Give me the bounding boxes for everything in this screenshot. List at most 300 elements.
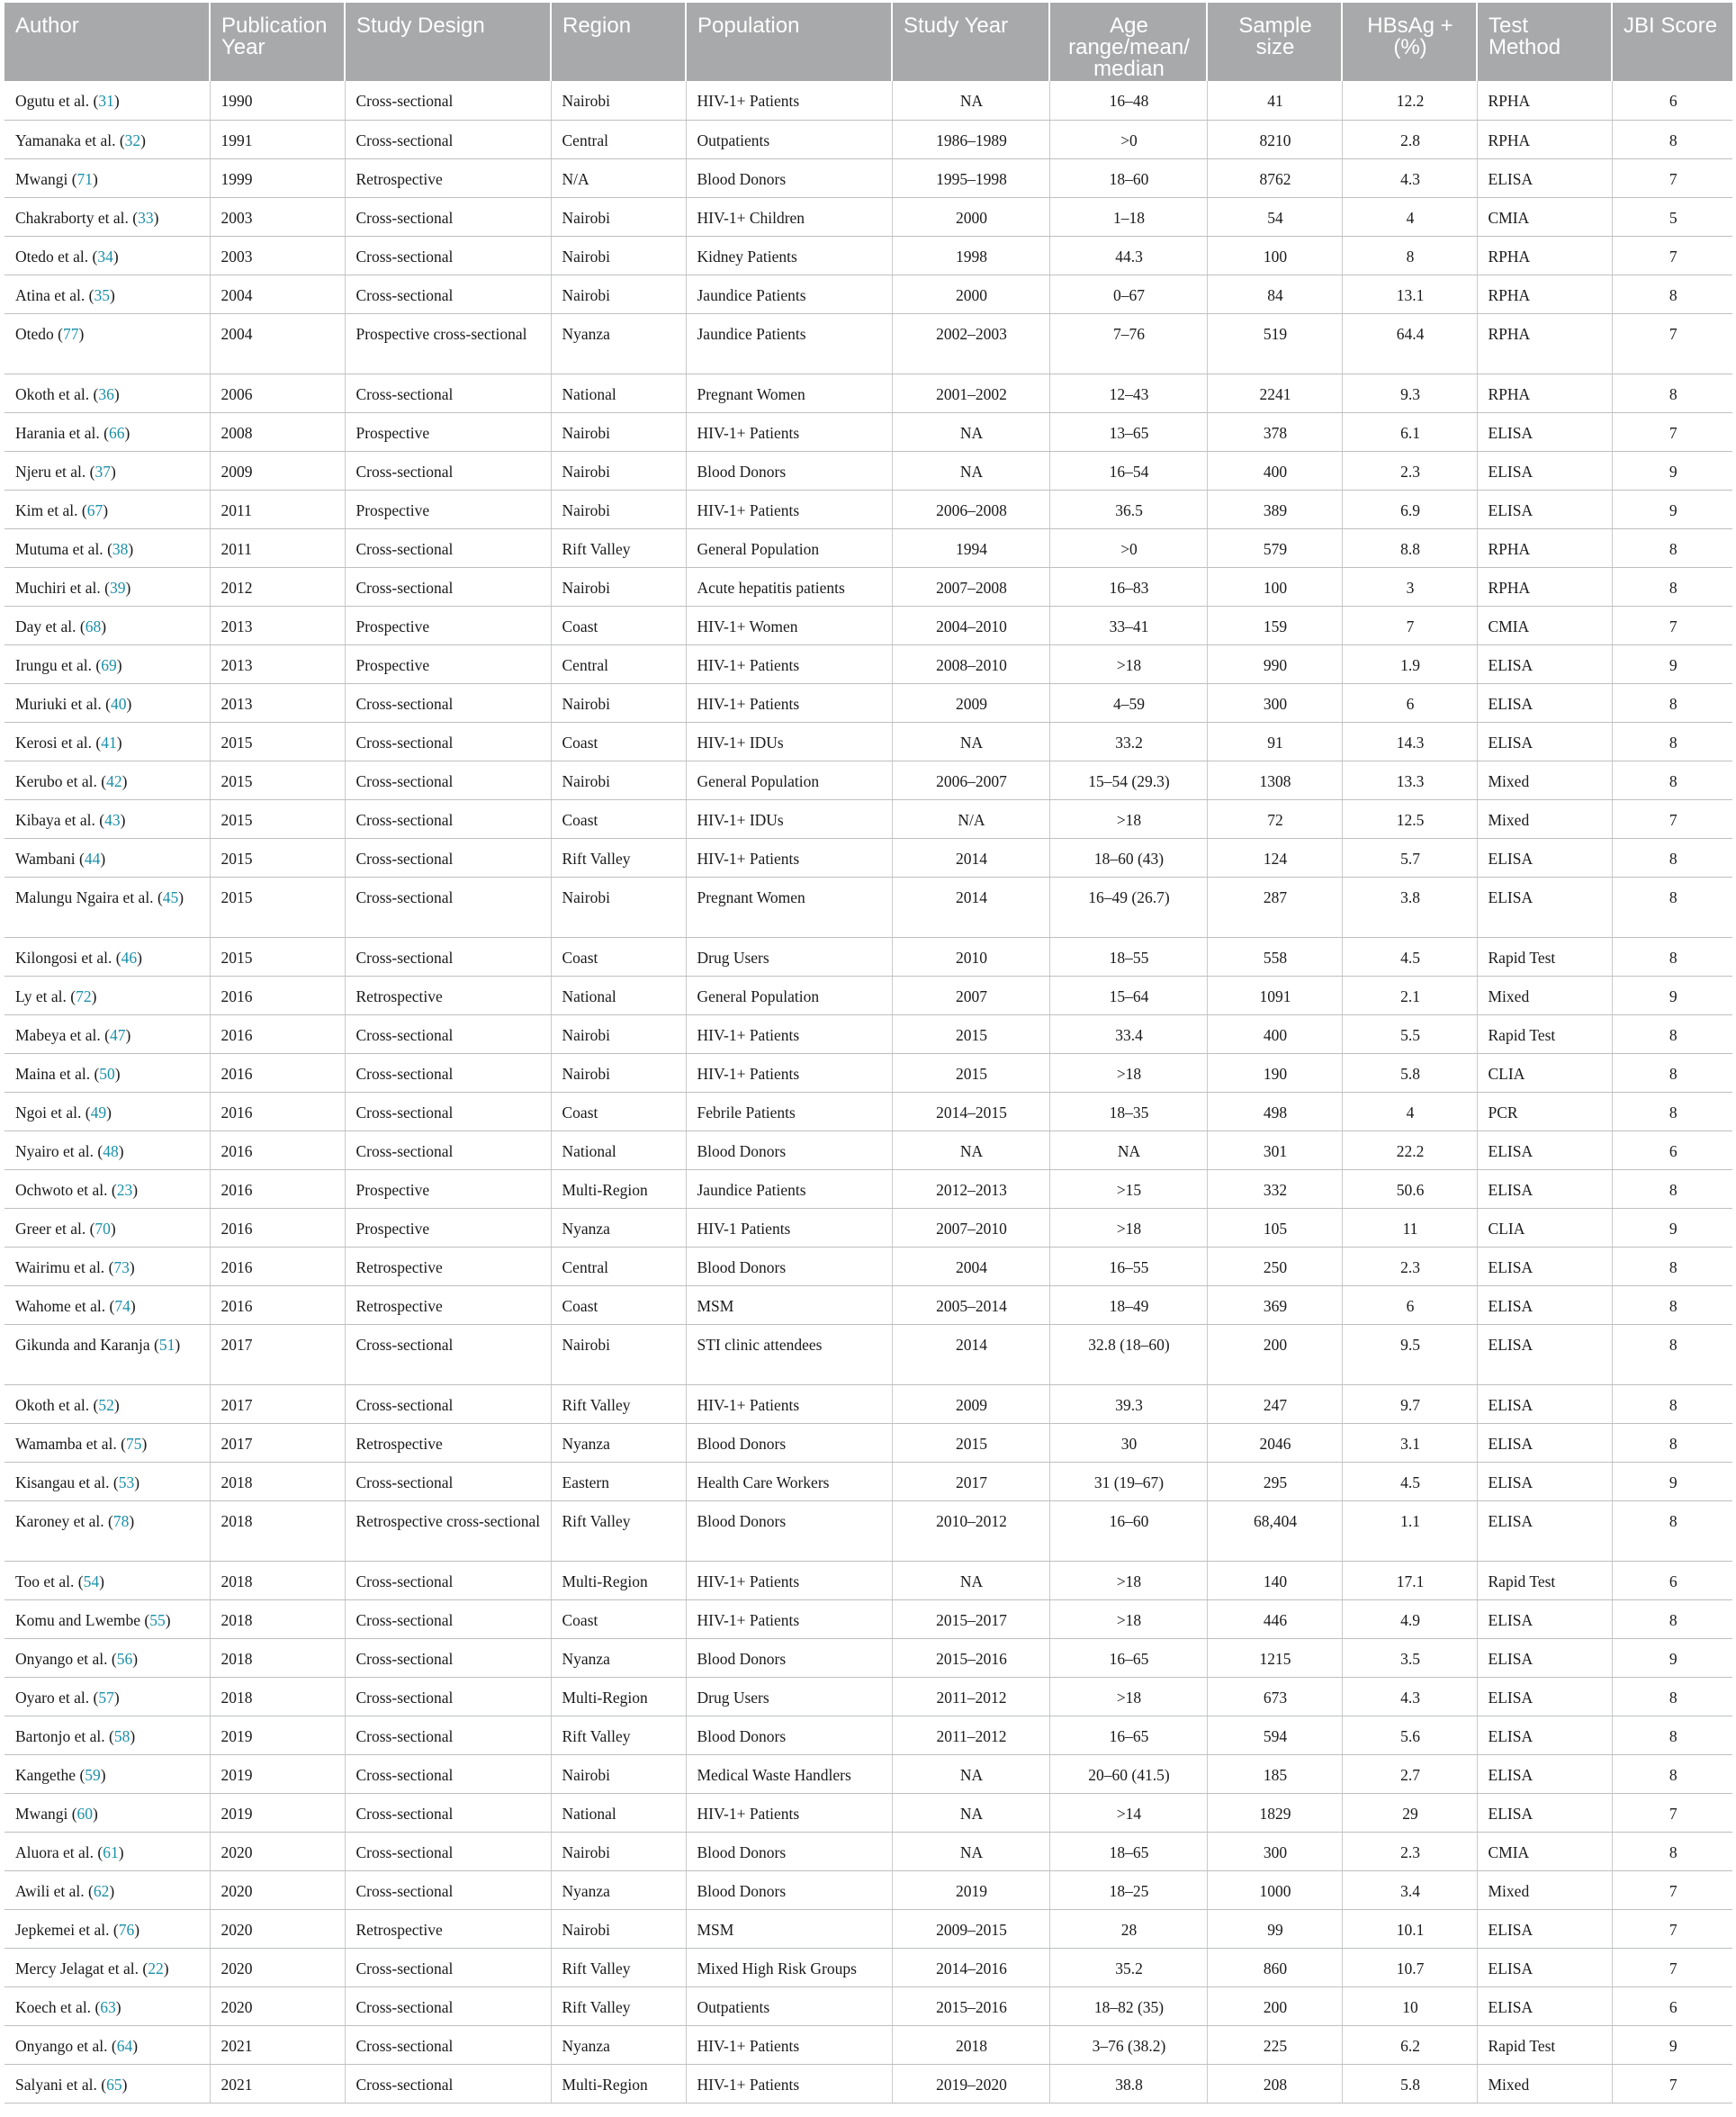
reference-link[interactable]: 31 [98, 92, 114, 110]
cell-publication-year: 2021 [210, 2064, 345, 2103]
cell-test-method: Rapid Test [1477, 937, 1612, 976]
cell-study-year: NA [892, 1561, 1049, 1599]
cell-region: Nairobi [551, 1324, 686, 1384]
reference-link[interactable]: 40 [110, 694, 127, 713]
cell-test-method: Rapid Test [1477, 1561, 1612, 1599]
cell-author: Ly et al. (72) [4, 976, 210, 1014]
cell-author: Chakraborty et al. (33) [4, 197, 210, 236]
author-name: Ngoi et al. [15, 1103, 82, 1122]
cell-hbsag: 50.6 [1342, 1169, 1477, 1208]
reference-link[interactable]: 76 [118, 1920, 135, 1939]
cell-publication-year: 2019 [210, 1793, 345, 1832]
cell-author: Kibaya et al. (43) [4, 799, 210, 838]
table-row [4, 412, 1732, 451]
cell-population: Jaundice Patients [686, 1169, 892, 1208]
cell-region: National [551, 976, 686, 1014]
cell-test-method: RPHA [1477, 236, 1612, 275]
cell-test-method: CMIA [1477, 1832, 1612, 1870]
cell-jbi-score: 7 [1612, 236, 1732, 275]
reference-link[interactable]: 49 [90, 1103, 107, 1122]
cell-publication-year: 2015 [210, 722, 345, 761]
cell-author: Jepkemei et al. (76) [4, 1909, 210, 1948]
cell-population: HIV-1+ Patients [686, 1599, 892, 1638]
author-name: Atina et al. [15, 285, 85, 304]
cell-age: 3–76 (38.2) [1049, 2025, 1207, 2064]
author-name: Njeru et al. [15, 462, 86, 481]
cell-test-method: RPHA [1477, 528, 1612, 567]
cell-hbsag: 5.8 [1342, 2064, 1477, 2103]
table-row [4, 1909, 1732, 1948]
cell-age: 18–35 [1049, 1092, 1207, 1131]
cell-region: Nairobi [551, 236, 686, 275]
cell-population: HIV-1+ IDUs [686, 799, 892, 838]
cell-jbi-score: 6 [1612, 1131, 1732, 1169]
cell-age: 4–59 [1049, 683, 1207, 722]
col-publication-year-header: Publication Year [210, 3, 345, 81]
table-row [4, 606, 1732, 644]
cell-region: Nyanza [551, 1638, 686, 1677]
reference-link[interactable]: 61 [103, 1842, 119, 1861]
table-row [4, 937, 1732, 976]
cell-study-design: Cross-sectional [345, 1599, 551, 1638]
reference-link[interactable]: 54 [83, 1572, 100, 1590]
cell-region: Coast [551, 937, 686, 976]
reference-link[interactable]: 75 [125, 1434, 142, 1453]
cell-jbi-score: 8 [1612, 567, 1732, 606]
table-row [4, 1716, 1732, 1754]
cell-hbsag: 2.3 [1342, 1832, 1477, 1870]
cell-sample-size: 2046 [1207, 1423, 1342, 1462]
col-test-method-header: Test Method [1477, 3, 1612, 81]
author-name: Onyango et al. [15, 1649, 108, 1668]
author-name: Kerosi et al. [15, 733, 93, 752]
reference-link[interactable]: 39 [109, 578, 126, 597]
cell-region: Multi-Region [551, 1169, 686, 1208]
cell-region: Nairobi [551, 197, 686, 236]
table-header [4, 3, 1732, 81]
cell-hbsag: 2.3 [1342, 451, 1477, 490]
cell-population: HIV-1+ Patients [686, 838, 892, 877]
cell-sample-size: 1308 [1207, 761, 1342, 799]
reference-link[interactable]: 41 [101, 733, 117, 752]
table-row [4, 1948, 1732, 1986]
cell-population: Blood Donors [686, 1247, 892, 1285]
cell-study-year: 2002–2003 [892, 313, 1049, 374]
reference-link[interactable]: 47 [109, 1025, 126, 1044]
author-name: Kerubo et al. [15, 771, 97, 790]
cell-population: Blood Donors [686, 1870, 892, 1909]
table-row [4, 683, 1732, 722]
cell-study-design: Cross-sectional [345, 451, 551, 490]
cell-test-method: RPHA [1477, 275, 1612, 313]
studies-table [4, 3, 1732, 2103]
author-name: Karoney et al. [15, 1511, 104, 1530]
cell-region: Rift Valley [551, 528, 686, 567]
reference-link[interactable]: 63 [100, 1997, 116, 2016]
cell-sample-size: 378 [1207, 412, 1342, 451]
cell-age: 18–60 [1049, 158, 1207, 197]
cell-population: HIV-1+ Patients [686, 1053, 892, 1092]
col-region-header: Region [551, 3, 686, 81]
reference-link[interactable]: 44 [84, 849, 101, 868]
cell-test-method: ELISA [1477, 1638, 1612, 1677]
author-name: Ogutu et al. [15, 92, 90, 110]
table-row [4, 1423, 1732, 1462]
author-name: Wahome et al. [15, 1296, 106, 1315]
table-row [4, 1324, 1732, 1384]
table-row [4, 1092, 1732, 1131]
table-row [4, 1208, 1732, 1247]
cell-jbi-score: 8 [1612, 1599, 1732, 1638]
cell-hbsag: 8.8 [1342, 528, 1477, 567]
cell-publication-year: 2016 [210, 1169, 345, 1208]
cell-sample-size: 190 [1207, 1053, 1342, 1092]
cell-region: Nyanza [551, 1423, 686, 1462]
reference-link[interactable]: 36 [98, 384, 114, 403]
reference-link[interactable]: 67 [86, 500, 103, 519]
cell-study-year: 2017 [892, 1462, 1049, 1500]
cell-sample-size: 389 [1207, 490, 1342, 528]
reference-link[interactable]: 71 [76, 169, 94, 188]
cell-study-year: N/A [892, 799, 1049, 838]
cell-test-method: ELISA [1477, 1909, 1612, 1948]
reference-link[interactable]: 35 [94, 285, 110, 304]
cell-region: Nairobi [551, 1909, 686, 1948]
cell-region: Nairobi [551, 490, 686, 528]
reference-link[interactable]: 74 [114, 1296, 130, 1315]
author-name: Malungu Ngaira et al. [15, 887, 154, 906]
cell-publication-year: 2009 [210, 451, 345, 490]
reference-link[interactable]: 73 [113, 1257, 130, 1276]
reference-link[interactable]: 42 [106, 771, 122, 790]
cell-sample-size: 1215 [1207, 1638, 1342, 1677]
cell-jbi-score: 7 [1612, 1793, 1732, 1832]
cell-age: 18–49 [1049, 1285, 1207, 1324]
reference-link[interactable]: 43 [104, 810, 121, 829]
cell-region: Multi-Region [551, 1561, 686, 1599]
cell-publication-year: 2016 [210, 1285, 345, 1324]
cell-population: Jaundice Patients [686, 275, 892, 313]
cell-publication-year: 2018 [210, 1561, 345, 1599]
cell-jbi-score: 8 [1612, 528, 1732, 567]
cell-hbsag: 12.2 [1342, 81, 1477, 120]
cell-study-year: 1995–1998 [892, 158, 1049, 197]
cell-hbsag: 5.6 [1342, 1716, 1477, 1754]
cell-study-design: Cross-sectional [345, 937, 551, 976]
col-population-header: Population [686, 3, 892, 81]
cell-study-year: NA [892, 1793, 1049, 1832]
cell-hbsag: 10 [1342, 1986, 1477, 2025]
table-row [4, 528, 1732, 567]
cell-age: 16–49 (26.7) [1049, 877, 1207, 937]
cell-author: Day et al. (68) [4, 606, 210, 644]
cell-study-year: 2001–2002 [892, 374, 1049, 412]
cell-study-year: NA [892, 451, 1049, 490]
cell-sample-size: 159 [1207, 606, 1342, 644]
cell-sample-size: 200 [1207, 1986, 1342, 2025]
cell-study-design: Cross-sectional [345, 1793, 551, 1832]
cell-study-design: Prospective [345, 1169, 551, 1208]
reference-link[interactable]: 56 [116, 1649, 133, 1668]
cell-publication-year: 1990 [210, 81, 345, 120]
cell-author: Njeru et al. (37) [4, 451, 210, 490]
cell-publication-year: 2020 [210, 1832, 345, 1870]
reference-link[interactable]: 38 [112, 539, 129, 558]
cell-sample-size: 1091 [1207, 976, 1342, 1014]
cell-study-design: Cross-sectional [345, 1462, 551, 1500]
reference-link[interactable]: 64 [116, 2036, 133, 2055]
col-age-header: Age range/mean/ median [1049, 3, 1207, 81]
header-row [4, 3, 1732, 81]
cell-age: 36.5 [1049, 490, 1207, 528]
cell-sample-size: 8762 [1207, 158, 1342, 197]
reference-link[interactable]: 65 [106, 2075, 122, 2094]
cell-test-method: ELISA [1477, 1247, 1612, 1285]
col-study-design-header: Study Design [345, 3, 551, 81]
cell-test-method: ELISA [1477, 1423, 1612, 1462]
cell-region: National [551, 1793, 686, 1832]
cell-age: 39.3 [1049, 1384, 1207, 1423]
cell-study-design: Cross-sectional [345, 1131, 551, 1169]
reference-link[interactable]: 50 [99, 1064, 115, 1083]
cell-author: Atina et al. (35) [4, 275, 210, 313]
reference-link[interactable]: 33 [138, 208, 154, 227]
cell-jbi-score: 9 [1612, 1638, 1732, 1677]
reference-link[interactable]: 57 [98, 1688, 114, 1707]
cell-study-year: 2012–2013 [892, 1169, 1049, 1208]
author-name: Ochwoto et al. [15, 1180, 108, 1199]
col-jbi-score-header: JBI Score [1612, 3, 1732, 81]
table-row [4, 374, 1732, 412]
author-name: Too et al. [15, 1572, 75, 1590]
cell-hbsag: 22.2 [1342, 1131, 1477, 1169]
cell-study-year: 2015 [892, 1423, 1049, 1462]
cell-jbi-score: 8 [1612, 1169, 1732, 1208]
reference-link[interactable]: 37 [94, 462, 111, 481]
cell-study-year: 2004–2010 [892, 606, 1049, 644]
cell-study-design: Cross-sectional [345, 761, 551, 799]
cell-age: 44.3 [1049, 236, 1207, 275]
cell-sample-size: 72 [1207, 799, 1342, 838]
reference-link[interactable]: 55 [149, 1610, 166, 1629]
cell-jbi-score: 7 [1612, 1909, 1732, 1948]
cell-hbsag: 13.1 [1342, 275, 1477, 313]
reference-link[interactable]: 70 [94, 1219, 111, 1238]
reference-link[interactable]: 72 [76, 986, 92, 1005]
cell-test-method: ELISA [1477, 1677, 1612, 1716]
reference-link[interactable]: 62 [93, 1881, 110, 1900]
cell-publication-year: 2016 [210, 1131, 345, 1169]
cell-publication-year: 2003 [210, 236, 345, 275]
cell-author: Ngoi et al. (49) [4, 1092, 210, 1131]
cell-age: 15–64 [1049, 976, 1207, 1014]
cell-study-year: 1998 [892, 236, 1049, 275]
cell-test-method: ELISA [1477, 1462, 1612, 1500]
cell-sample-size: 498 [1207, 1092, 1342, 1131]
reference-link[interactable]: 53 [118, 1473, 135, 1491]
cell-study-year: NA [892, 412, 1049, 451]
cell-study-design: Cross-sectional [345, 567, 551, 606]
cell-population: STI clinic attendees [686, 1324, 892, 1384]
cell-author: Nyairo et al. (48) [4, 1131, 210, 1169]
cell-study-year: 2015 [892, 1014, 1049, 1053]
cell-age: 0–67 [1049, 275, 1207, 313]
cell-author: Kerosi et al. (41) [4, 722, 210, 761]
reference-link[interactable]: 77 [62, 324, 79, 343]
author-name: Wambani [15, 849, 76, 868]
cell-age: 35.2 [1049, 1948, 1207, 1986]
cell-author: Salyani et al. (65) [4, 2064, 210, 2103]
cell-study-design: Cross-sectional [345, 1053, 551, 1092]
cell-region: Coast [551, 1285, 686, 1324]
cell-population: HIV-1+ Patients [686, 2025, 892, 2064]
author-name: Bartonjo et al. [15, 1726, 105, 1745]
cell-region: Nairobi [551, 683, 686, 722]
cell-test-method: CMIA [1477, 197, 1612, 236]
table-row [4, 275, 1732, 313]
cell-author: Gikunda and Karanja (51) [4, 1324, 210, 1384]
cell-hbsag: 2.3 [1342, 1247, 1477, 1285]
reference-link[interactable]: 48 [103, 1141, 119, 1160]
cell-sample-size: 54 [1207, 197, 1342, 236]
cell-study-year: 2010–2012 [892, 1500, 1049, 1561]
reference-link[interactable]: 51 [158, 1335, 175, 1354]
cell-jbi-score: 8 [1612, 374, 1732, 412]
cell-publication-year: 2013 [210, 683, 345, 722]
cell-study-year: 2014–2015 [892, 1092, 1049, 1131]
cell-test-method: ELISA [1477, 722, 1612, 761]
col-study-year-header: Study Year [892, 3, 1049, 81]
cell-test-method: RPHA [1477, 567, 1612, 606]
reference-link[interactable]: 58 [113, 1726, 130, 1745]
reference-link[interactable]: 68 [85, 617, 102, 635]
cell-author: Malungu Ngaira et al. (45) [4, 877, 210, 937]
cell-author: Karoney et al. (78) [4, 1500, 210, 1561]
reference-link[interactable]: 45 [162, 887, 179, 906]
reference-link[interactable]: 66 [108, 423, 125, 442]
author-name: Kilongosi et al. [15, 948, 112, 967]
reference-link[interactable]: 22 [148, 1959, 164, 1977]
cell-study-year: 1994 [892, 528, 1049, 567]
cell-study-design: Cross-sectional [345, 81, 551, 120]
table-row [4, 1500, 1732, 1561]
reference-link[interactable]: 60 [76, 1804, 94, 1823]
cell-region: Rift Valley [551, 1500, 686, 1561]
cell-hbsag: 2.8 [1342, 120, 1477, 158]
table-row [4, 722, 1732, 761]
cell-jbi-score: 7 [1612, 2064, 1732, 2103]
cell-region: Rift Valley [551, 1384, 686, 1423]
cell-jbi-score: 8 [1612, 838, 1732, 877]
col-sample-size-header: Sample size [1207, 3, 1342, 81]
cell-hbsag: 29 [1342, 1793, 1477, 1832]
author-name: Kangethe [15, 1765, 76, 1784]
cell-publication-year: 2016 [210, 1247, 345, 1285]
cell-study-year: 2019 [892, 1870, 1049, 1909]
cell-study-year: 2006–2007 [892, 761, 1049, 799]
reference-link[interactable]: 78 [112, 1511, 130, 1530]
cell-jbi-score: 8 [1612, 1716, 1732, 1754]
cell-jbi-score: 9 [1612, 1208, 1732, 1247]
cell-age: 12–43 [1049, 374, 1207, 412]
cell-study-year: 2015–2016 [892, 1638, 1049, 1677]
cell-author: Mercy Jelagat et al. (22) [4, 1948, 210, 1986]
cell-test-method: ELISA [1477, 1793, 1612, 1832]
cell-study-design: Retrospective [345, 976, 551, 1014]
cell-study-design: Cross-sectional [345, 1638, 551, 1677]
reference-link[interactable]: 69 [101, 655, 117, 674]
cell-region: Nairobi [551, 275, 686, 313]
table-row [4, 2064, 1732, 2103]
cell-test-method: RPHA [1477, 81, 1612, 120]
table-row [4, 236, 1732, 275]
cell-hbsag: 6 [1342, 683, 1477, 722]
table-row [4, 158, 1732, 197]
reference-link[interactable]: 23 [116, 1180, 133, 1199]
cell-sample-size: 332 [1207, 1169, 1342, 1208]
cell-study-year: 2019–2020 [892, 2064, 1049, 2103]
cell-jbi-score: 7 [1612, 606, 1732, 644]
cell-jbi-score: 7 [1612, 313, 1732, 374]
cell-study-design: Prospective [345, 644, 551, 683]
cell-region: Rift Valley [551, 1716, 686, 1754]
cell-region: Coast [551, 722, 686, 761]
cell-publication-year: 1991 [210, 120, 345, 158]
cell-publication-year: 2018 [210, 1462, 345, 1500]
cell-age: 33.4 [1049, 1014, 1207, 1053]
reference-link[interactable]: 52 [98, 1395, 114, 1414]
cell-hbsag: 1.9 [1342, 644, 1477, 683]
table-row [4, 1832, 1732, 1870]
table-row [4, 451, 1732, 490]
cell-region: Coast [551, 1092, 686, 1131]
author-name: Kibaya et al. [15, 810, 95, 829]
cell-age: 18–65 [1049, 1832, 1207, 1870]
cell-study-design: Cross-sectional [345, 2064, 551, 2103]
cell-study-design: Cross-sectional [345, 1716, 551, 1754]
cell-sample-size: 225 [1207, 2025, 1342, 2064]
cell-jbi-score: 8 [1612, 722, 1732, 761]
cell-publication-year: 2008 [210, 412, 345, 451]
reference-link[interactable]: 59 [85, 1765, 101, 1784]
cell-population: Blood Donors [686, 1832, 892, 1870]
cell-age: 38.8 [1049, 2064, 1207, 2103]
cell-publication-year: 2011 [210, 528, 345, 567]
cell-author: Kilongosi et al. (46) [4, 937, 210, 976]
cell-region: Eastern [551, 1462, 686, 1500]
table-row [4, 1677, 1732, 1716]
cell-publication-year: 1999 [210, 158, 345, 197]
cell-sample-size: 287 [1207, 877, 1342, 937]
table-row [4, 1793, 1732, 1832]
reference-link[interactable]: 34 [97, 247, 113, 266]
cell-region: Central [551, 1247, 686, 1285]
cell-publication-year: 2019 [210, 1754, 345, 1793]
cell-author: Kim et al. (67) [4, 490, 210, 528]
author-name: Gikunda and Karanja [15, 1335, 150, 1354]
reference-link[interactable]: 32 [124, 131, 141, 149]
author-name: Irungu et al. [15, 655, 93, 674]
table-row [4, 490, 1732, 528]
author-name: Oyaro et al. [15, 1688, 90, 1707]
col-author-header: Author [4, 3, 210, 81]
cell-publication-year: 2018 [210, 1500, 345, 1561]
cell-region: Nairobi [551, 1014, 686, 1053]
cell-publication-year: 2021 [210, 2025, 345, 2064]
cell-hbsag: 4.3 [1342, 1677, 1477, 1716]
reference-link[interactable]: 46 [121, 948, 138, 967]
table-row [4, 120, 1732, 158]
